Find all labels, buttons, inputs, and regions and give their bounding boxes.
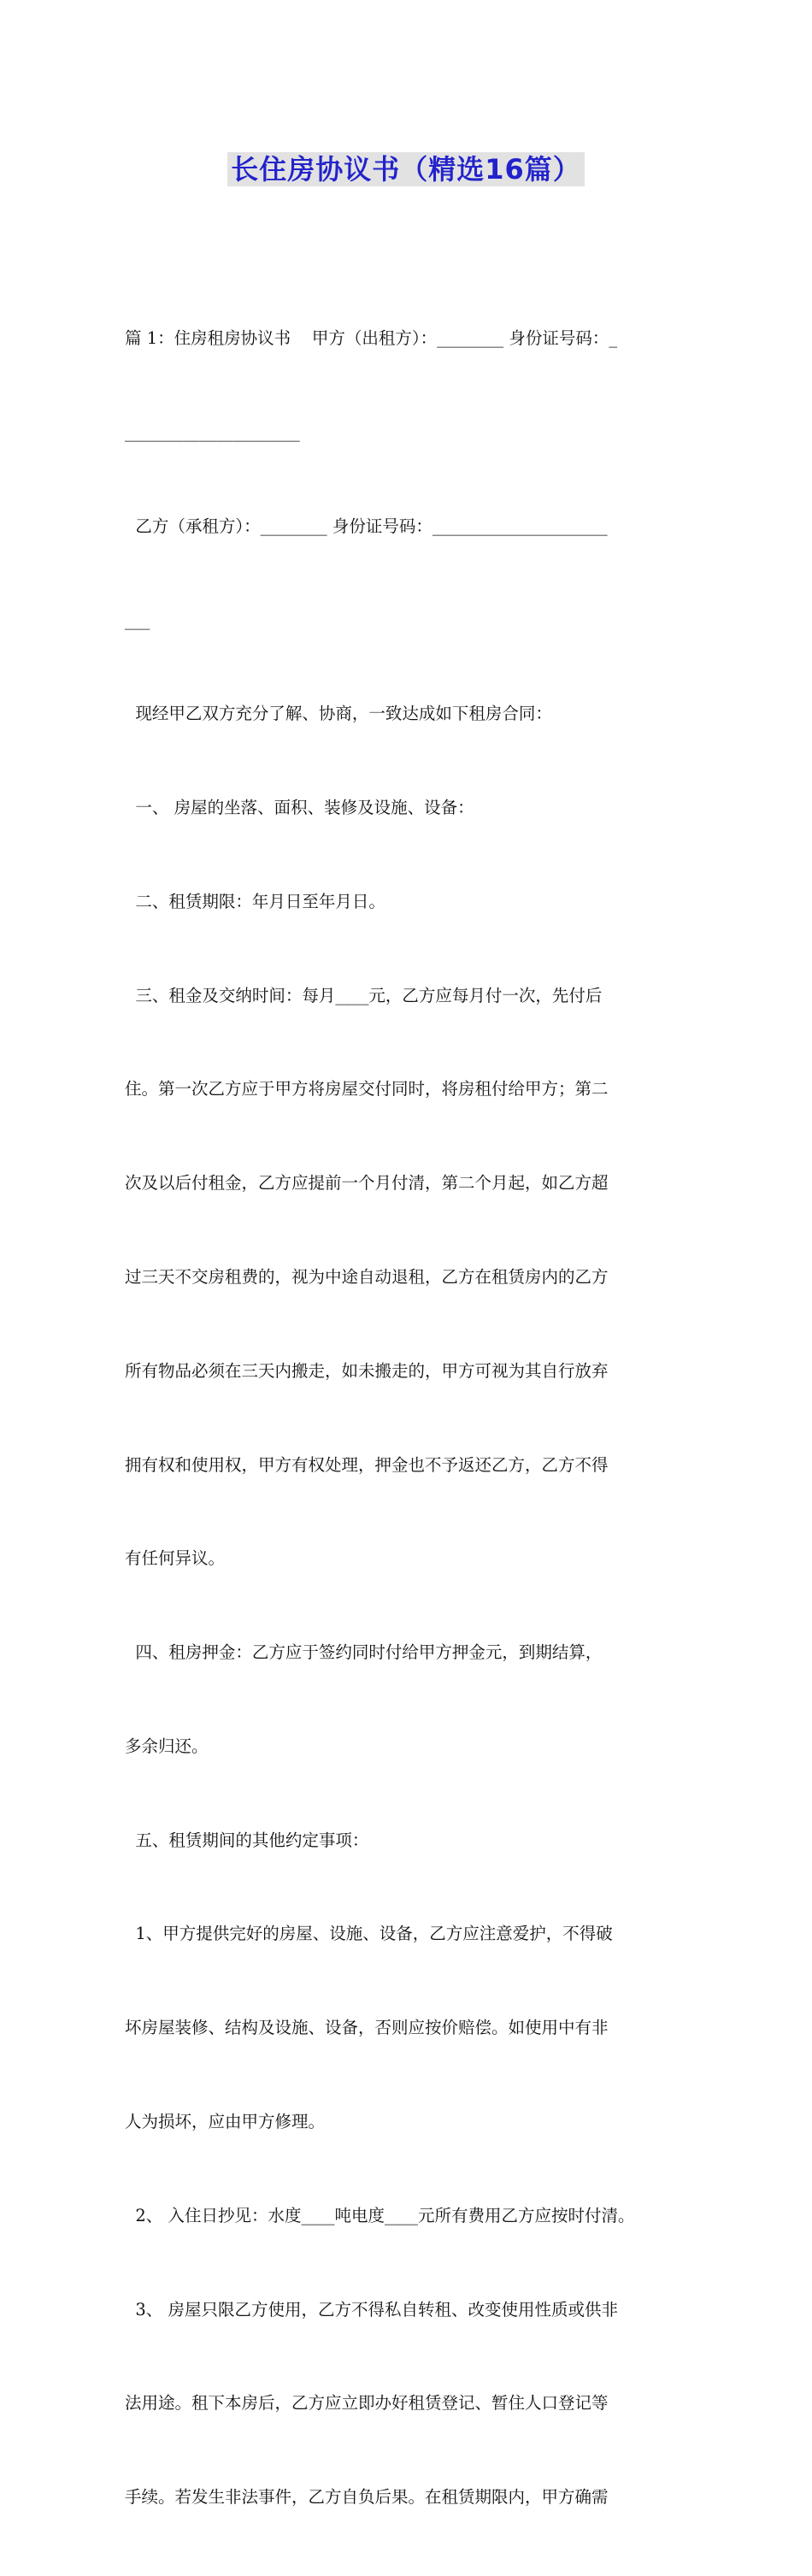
body-line: ___	[125, 610, 150, 630]
document-title: 长住房协议书（精选16篇）	[227, 152, 585, 186]
body-line: 现经甲乙双方充分了解、协商，一致达成如下租房合同：	[125, 704, 552, 724]
body-line: 法用途。租下本房后，乙方应立即办好租赁登记、暂住人口登记等	[125, 2393, 609, 2414]
body-line: 1、甲方提供完好的房屋、设施、设备，乙方应注意爱护，不得破	[125, 1924, 613, 1944]
document-body	[125, 261, 692, 2576]
body-line: 过三天不交房租费的，视为中途自动退租，乙方在租赁房内的乙方	[125, 1267, 609, 1287]
body-line: 乙方（承租方）：________ 身份证号码：_____________________	[125, 516, 608, 536]
body-line: 多余归还。	[125, 1736, 209, 1756]
body-line: 拥有权和使用权，甲方有权处理，押金也不予返还乙方，乙方不得	[125, 1454, 609, 1475]
body-line: 坏房屋装修、结构及设施、设备，否则应按价赔偿。如使用中有非	[125, 2018, 609, 2038]
body-line: 五、租赁期间的其他约定事项：	[125, 1830, 369, 1850]
body-line: 所有物品必须在三天内搬走，如未搬走的，甲方可视为其自行放弃	[125, 1360, 609, 1381]
body-line: 3、 房屋只限乙方使用，乙方不得私自转租、改变使用性质或供非	[125, 2299, 619, 2320]
body-line: 人为损坏，应由甲方修理。	[125, 2112, 326, 2132]
body-line: 次及以后付租金，乙方应提前一个月付清，第二个月起，如乙方超	[125, 1173, 609, 1194]
body-line: 二、租赁期限：年月日至年月日。	[125, 891, 385, 911]
body-line: _____________________	[125, 421, 300, 442]
body-line: 2、 入住日抄见：水度____吨电度____元所有费用乙方应按时付清。	[125, 2205, 635, 2225]
body-line: 有任何异议。	[125, 1548, 226, 1569]
body-line: 手续。若发生非法事件，乙方自负后果。在租赁期限内，甲方确需	[125, 2487, 609, 2508]
body-line: 三、租金及交纳时间：每月____元，乙方应每月付一次，先付后	[125, 985, 603, 1005]
title-container	[0, 152, 812, 186]
body-line: 住。第一次乙方应于甲方将房屋交付同时，将房租付给甲方；第二	[125, 1079, 609, 1099]
body-line: 篇 1：住房租房协议书 甲方（出租方）：________ 身份证号码：_	[125, 328, 618, 349]
body-line: 四、租房押金：乙方应于签约同时付给甲方押金元，到期结算，	[125, 1642, 603, 1663]
body-line: 一、 房屋的坐落、面积、装修及设施、设备：	[125, 798, 474, 818]
